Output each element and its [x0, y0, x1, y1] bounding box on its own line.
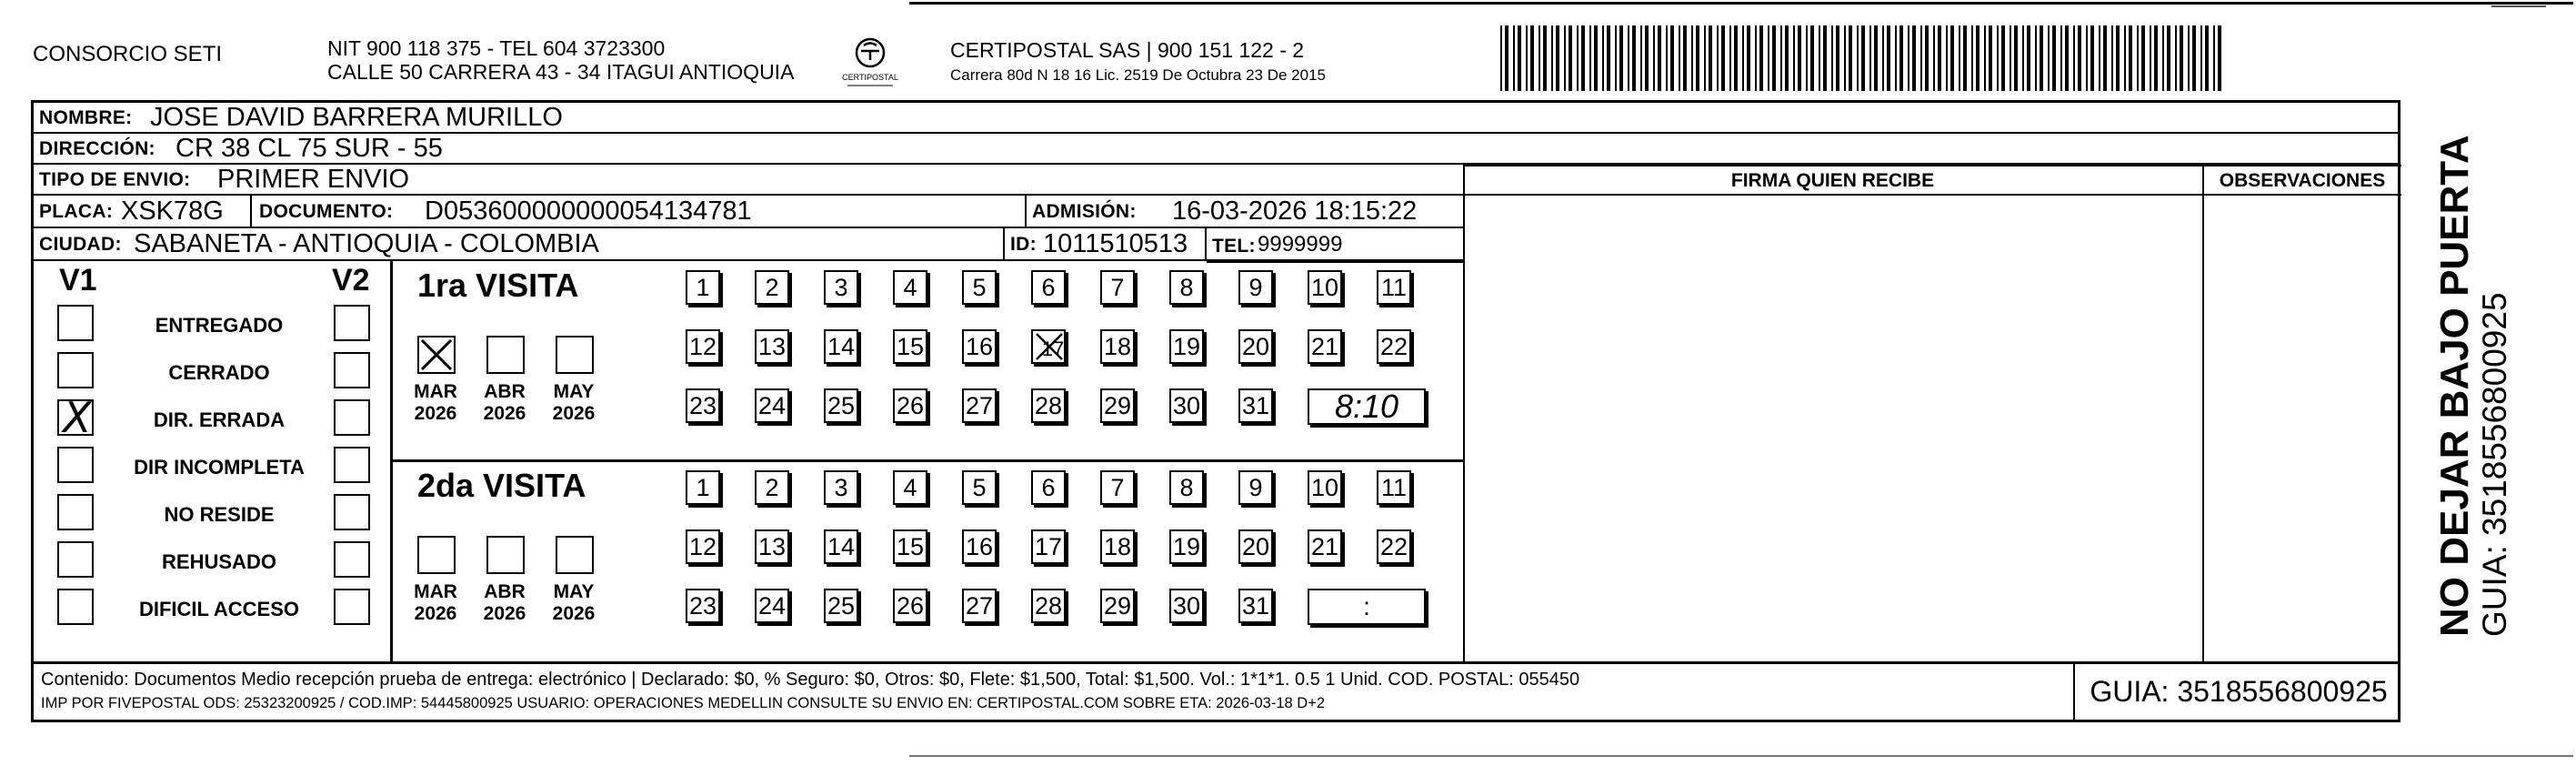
- barcode-bar: [1810, 25, 1814, 91]
- id-label: ID:: [1010, 234, 1037, 255]
- barcode-bar: [1653, 25, 1655, 91]
- tipo-value: PRIMER ENVIO: [217, 165, 410, 194]
- barcode-bar: [1759, 25, 1763, 91]
- company-name: CONSORCIO SETI: [33, 42, 223, 66]
- day-box[interactable]: 3: [824, 470, 858, 505]
- month-label: [410, 381, 461, 425]
- barcode-bar: [2111, 25, 2113, 91]
- delivery-form: [31, 100, 2401, 664]
- month-checkbox[interactable]: [556, 336, 594, 374]
- day-box[interactable]: 25: [824, 589, 858, 623]
- placa-value: XSK78G: [121, 197, 224, 226]
- day-box[interactable]: 16: [962, 329, 997, 364]
- day-box[interactable]: 5: [962, 270, 997, 305]
- day-box[interactable]: 9: [1238, 470, 1273, 505]
- reason-label: DIR INCOMPLETA: [134, 456, 305, 479]
- documento-label: DOCUMENTO:: [259, 201, 394, 222]
- top-rule-short: [2491, 5, 2546, 7]
- barcode-bar: [2154, 25, 2158, 91]
- v1-checkbox[interactable]: [57, 494, 94, 530]
- row-tipo: [34, 165, 1463, 196]
- direccion-value: CR 38 CL 75 SUR - 55: [175, 134, 443, 163]
- v2-checkbox[interactable]: [334, 352, 370, 388]
- day-box[interactable]: 14: [824, 329, 858, 364]
- column-header-rule: [1463, 194, 2401, 196]
- barcode-bar: [2014, 25, 2018, 91]
- day-box[interactable]: 29: [1100, 388, 1135, 423]
- barcode-bar: [2099, 25, 2100, 91]
- barcode-bar: [1836, 25, 1839, 91]
- month-checkbox[interactable]: [486, 536, 525, 574]
- tel-label: TEL:: [1212, 236, 1256, 257]
- barcode-bar: [2124, 25, 2126, 91]
- day-box[interactable]: 21: [1308, 329, 1342, 364]
- day-box[interactable]: 2: [755, 270, 789, 305]
- barcode-bar: [1526, 25, 1528, 91]
- month-checkbox[interactable]: [556, 536, 594, 574]
- v2-checkbox[interactable]: [334, 305, 370, 341]
- barcode-bar: [1959, 25, 1960, 91]
- day-box[interactable]: 18: [1100, 529, 1135, 564]
- barcode-bar: [1500, 25, 1502, 91]
- barcode-bar: [1704, 25, 1706, 91]
- barcode-bar: [1925, 25, 1929, 91]
- divider: [1205, 228, 1207, 261]
- barcode-bar: [2090, 25, 2094, 91]
- row-placa: [34, 196, 1463, 228]
- barcode-bar: [1963, 25, 1967, 91]
- v1-checkbox[interactable]: [57, 393, 94, 442]
- barcode-bar: [1543, 25, 1547, 91]
- barcode-bar: [1933, 25, 1935, 91]
- day-box[interactable]: 10: [1308, 270, 1342, 305]
- day-box[interactable]: 8: [1169, 470, 1204, 505]
- barcode-bar: [1946, 25, 1948, 91]
- visit-title: 2da VISITA: [417, 467, 586, 504]
- barcode-bar: [1989, 25, 1992, 91]
- barcode-bar: [1747, 25, 1750, 91]
- day-box[interactable]: 17: [1031, 529, 1066, 564]
- footer-guia: GUIA: 3518556800925: [2073, 664, 2402, 720]
- day-box[interactable]: 27: [962, 589, 997, 623]
- address-line: CALLE 50 CARRERA 43 - 34 ITAGUI ANTIOQUIA: [327, 60, 795, 84]
- month-name: ABR: [484, 581, 526, 602]
- id-value: 1011510513: [1043, 229, 1188, 258]
- month-checkbox[interactable]: [417, 536, 456, 574]
- obs-column-border: [2202, 165, 2204, 664]
- reason-label: NO RESIDE: [164, 503, 275, 526]
- tipo-label: TIPO DE ENVIO:: [39, 169, 191, 190]
- barcode-bar: [1683, 25, 1687, 91]
- day-box[interactable]: 24: [755, 589, 789, 623]
- barcode-bar: [2022, 25, 2024, 91]
- barcode-bar: [1887, 25, 1890, 91]
- right-top-rule: [1463, 165, 2401, 166]
- day-box[interactable]: 8: [1169, 270, 1204, 305]
- barcode-bar: [1997, 25, 1999, 91]
- barcode-bar: [1577, 25, 1579, 91]
- barcode-bar: [1670, 25, 1674, 91]
- barcode-bar: [1874, 25, 1878, 91]
- barcode: [1500, 25, 2228, 91]
- v1-checkbox[interactable]: [57, 352, 94, 388]
- reason-label: DIFICIL ACCESO: [138, 598, 299, 620]
- barcode-bar: [2116, 25, 2120, 91]
- barcode-bar: [1912, 25, 1916, 91]
- barcode-bar: [2175, 25, 2177, 91]
- nombre-label: NOMBRE:: [39, 107, 133, 128]
- day-box[interactable]: 6: [1031, 270, 1066, 305]
- v1-checkbox[interactable]: [57, 447, 94, 483]
- month-label: [479, 381, 530, 425]
- day-box[interactable]: 16: [962, 529, 997, 564]
- barcode-bar: [2001, 25, 2005, 91]
- v2-checkbox[interactable]: [334, 589, 370, 625]
- barcode-bar: [1798, 25, 1801, 91]
- day-box[interactable]: 26: [893, 589, 927, 623]
- side-guia-text: GUIA: 3518556800925: [2476, 292, 2513, 637]
- barcode-bar: [1589, 25, 1591, 91]
- v1-header: V1: [59, 263, 97, 297]
- barcode-bar: [1950, 25, 1954, 91]
- month-name: MAR: [414, 381, 457, 402]
- day-box[interactable]: 15: [893, 529, 927, 564]
- barcode-bar: [1920, 25, 1922, 91]
- barcode-bar: [1679, 25, 1680, 91]
- month-checkbox[interactable]: [486, 336, 525, 374]
- day-box[interactable]: 14: [824, 529, 858, 564]
- day-box[interactable]: 23: [686, 388, 720, 423]
- barcode-bar: [1971, 25, 1973, 91]
- barcode-bar: [1619, 25, 1623, 91]
- day-box[interactable]: 11: [1377, 270, 1411, 305]
- certipostal-line1: CERTIPOSTAL SAS | 900 151 122 - 2: [950, 38, 1305, 62]
- visit-title: 1ra VISITA: [417, 267, 579, 304]
- barcode-bar: [1717, 25, 1719, 91]
- barcode-bar: [1844, 25, 1846, 91]
- v2-checkbox[interactable]: [334, 399, 370, 436]
- day-box[interactable]: 12: [686, 529, 720, 564]
- barcode-bar: [2086, 25, 2088, 91]
- day-box[interactable]: 28: [1031, 589, 1066, 623]
- barcode-bar: [1742, 25, 1744, 91]
- barcode-bar: [1899, 25, 1903, 91]
- top-rule: [909, 2, 2573, 5]
- side-warning: [2433, 135, 2513, 637]
- barcode-bar: [1602, 25, 1604, 91]
- barcode-bar: [2213, 25, 2215, 91]
- day-box[interactable]: 13: [755, 329, 789, 364]
- barcode-bar: [2192, 25, 2196, 91]
- no-dejar-text: NO DEJAR BAJO PUERTA: [2432, 135, 2477, 637]
- month-checkbox[interactable]: [417, 336, 456, 374]
- visits-border: [390, 261, 393, 664]
- barcode-bar: [1539, 25, 1540, 91]
- barcode-bar: [1721, 25, 1725, 91]
- barcode-bar: [1518, 25, 1521, 91]
- logo-text: CERTIPOSTAL: [842, 73, 898, 82]
- day-box[interactable]: 7: [1100, 470, 1135, 505]
- barcode-bar: [1530, 25, 1534, 91]
- admision-value: 16-03-2026 18:15:22: [1172, 197, 1418, 226]
- barcode-bar: [2167, 25, 2170, 91]
- observaciones-header: OBSERVACIONES: [2219, 170, 2386, 191]
- barcode-bar: [1857, 25, 1859, 91]
- day-box[interactable]: 22: [1377, 529, 1411, 564]
- day-box[interactable]: 31: [1238, 388, 1273, 423]
- row-ciudad: [34, 228, 1463, 261]
- barcode-bar: [2065, 25, 2069, 91]
- visits-top-rule: [1207, 261, 1463, 263]
- barcode-bar: [2052, 25, 2056, 91]
- direccion-label: DIRECCIÓN:: [39, 138, 155, 159]
- v2-header: V2: [332, 263, 370, 297]
- barcode-bar: [1734, 25, 1738, 91]
- month-label: [410, 581, 461, 625]
- barcode-bar: [1755, 25, 1757, 91]
- certipostal-logo-icon: [842, 35, 898, 89]
- barcode-bar: [1869, 25, 1871, 91]
- day-box[interactable]: 1: [686, 270, 720, 305]
- barcode-bar: [1729, 25, 1731, 91]
- barcode-bar: [2073, 25, 2075, 91]
- tel-value: 9999999: [1258, 232, 1343, 257]
- barcode-bar: [2188, 25, 2190, 91]
- barcode-bar: [1564, 25, 1566, 91]
- barcode-bar: [1505, 25, 1509, 91]
- visits-separator: [390, 459, 1463, 462]
- v2-checkbox[interactable]: [334, 494, 370, 530]
- barcode-bar: [2040, 25, 2043, 91]
- day-box[interactable]: 4: [893, 470, 927, 505]
- barcode-bar: [2129, 25, 2132, 91]
- day-box[interactable]: 7: [1100, 270, 1135, 305]
- day-box[interactable]: 26: [893, 388, 927, 423]
- barcode-bar: [1976, 25, 1980, 91]
- barcode-bar: [1984, 25, 1986, 91]
- day-box[interactable]: 9: [1238, 270, 1273, 305]
- barcode-bar: [1691, 25, 1693, 91]
- barcode-bar: [2162, 25, 2164, 91]
- footer-contenido: Contenido: Documentos Medio recepción prueba de entrega: electrónico | Declarado: $0, % Seguro: $0, Otros: $0, Flete: $1,500, Total: $1,500. Vol.: 1*1*1. 0.5 1 Unid. COD. POSTAL: 055450: [41, 670, 1580, 690]
- month-name: ABR: [484, 381, 526, 402]
- barcode-bar: [2180, 25, 2183, 91]
- day-box[interactable]: 5: [962, 470, 997, 505]
- barcode-bar: [2060, 25, 2062, 91]
- reason-label: CERRADO: [168, 361, 270, 384]
- day-box[interactable]: 3: [824, 270, 858, 305]
- day-box[interactable]: 10: [1308, 470, 1342, 505]
- barcode-bar: [2048, 25, 2050, 91]
- certipostal-info: [950, 38, 1326, 87]
- nombre-value: JOSE DAVID BARRERA MURILLO: [150, 103, 563, 132]
- month-label: [548, 581, 599, 625]
- barcode-bar: [1861, 25, 1865, 91]
- barcode-bar: [2010, 25, 2011, 91]
- barcode-bar: [1551, 25, 1553, 91]
- day-box[interactable]: 6: [1031, 470, 1066, 505]
- barcode-bar: [1895, 25, 1897, 91]
- barcode-bar: [2200, 25, 2202, 91]
- month-year: 2026: [552, 603, 596, 624]
- month-year: 2026: [414, 603, 457, 624]
- reason-label: REHUSADO: [162, 550, 276, 573]
- documento-value: D053600000000054134781: [425, 197, 752, 226]
- footer: [31, 664, 2401, 722]
- barcode-bar: [1645, 25, 1649, 91]
- firma-header: FIRMA QUIEN RECIBE: [1730, 170, 1935, 191]
- v1-checkbox[interactable]: [57, 541, 94, 578]
- month-label: [479, 581, 530, 625]
- day-box[interactable]: 12: [686, 329, 720, 364]
- barcode-bar: [2141, 25, 2145, 91]
- barcode-bar: [2137, 25, 2139, 91]
- day-box[interactable]: 28: [1031, 388, 1066, 423]
- month-name: MAY: [553, 381, 595, 402]
- day-box[interactable]: [1031, 329, 1066, 364]
- reason-label: DIR. ERRADA: [153, 408, 286, 431]
- v2-checkbox[interactable]: [334, 541, 370, 578]
- barcode-bar: [1785, 25, 1789, 91]
- day-box[interactable]: 24: [755, 388, 789, 423]
- bottom-rule: [909, 755, 2573, 757]
- barcode-bar: [1823, 25, 1827, 91]
- month-year: 2026: [552, 403, 596, 424]
- admision-label: ADMISIÓN:: [1032, 201, 1137, 222]
- barcode-bar: [1938, 25, 1941, 91]
- day-box[interactable]: 30: [1169, 589, 1204, 623]
- day-box[interactable]: 23: [686, 589, 720, 623]
- barcode-bar: [1772, 25, 1776, 91]
- day-box[interactable]: 1: [686, 470, 720, 505]
- barcode-bar: [1696, 25, 1699, 91]
- barcode-bar: [1908, 25, 1909, 91]
- day-box[interactable]: 20: [1238, 529, 1273, 564]
- day-box[interactable]: 18: [1100, 329, 1135, 364]
- month-label: [548, 381, 599, 425]
- row-direccion: [34, 134, 2398, 165]
- barcode-bar: [1768, 25, 1769, 91]
- barcode-bar: [1882, 25, 1884, 91]
- barcode-bar: [1831, 25, 1833, 91]
- barcode-bar: [1607, 25, 1610, 91]
- barcode-bar: [2205, 25, 2209, 91]
- day-box[interactable]: 19: [1169, 529, 1204, 564]
- barcode-bar: [1819, 25, 1820, 91]
- barcode-bar: [1666, 25, 1668, 91]
- barcode-bar: [1628, 25, 1629, 91]
- month-name: MAR: [414, 581, 457, 602]
- barcode-bar: [1849, 25, 1852, 91]
- barcode-bar: [1632, 25, 1636, 91]
- barcode-bar: [1581, 25, 1585, 91]
- barcode-bar: [2078, 25, 2081, 91]
- day-box[interactable]: 29: [1100, 589, 1135, 623]
- day-box[interactable]: 15: [893, 329, 927, 364]
- day-box[interactable]: 27: [962, 388, 997, 423]
- v1-check-mark: X: [63, 393, 92, 442]
- v1-checkbox[interactable]: [57, 305, 94, 341]
- placa-label: PLACA:: [39, 201, 114, 222]
- barcode-bar: [1556, 25, 1559, 91]
- barcode-bar: [1793, 25, 1795, 91]
- certipostal-line2: Carrera 80d N 18 16 Lic. 2519 De Octubra 23 De 2015: [950, 66, 1326, 84]
- v2-checkbox[interactable]: [334, 447, 370, 483]
- month-year: 2026: [414, 403, 457, 424]
- barcode-bar: [1780, 25, 1782, 91]
- ciudad-value: SABANETA - ANTIOQUIA - COLOMBIA: [134, 229, 599, 258]
- day-box[interactable]: 13: [755, 529, 789, 564]
- day-box[interactable]: 30: [1169, 388, 1204, 423]
- barcode-bar: [1640, 25, 1642, 91]
- day-box[interactable]: 21: [1308, 529, 1342, 564]
- barcode-bar: [2103, 25, 2107, 91]
- footer-imp: IMP POR FIVEPOSTAL ODS: 25323200925 / COD.IMP: 54445800925 USUARIO: OPERACIONES MEDELLIN CONSULTE SU ENVIO EN: CERTIPOSTAL.COM SOBRE ETA: 2026-03-18 D+2: [41, 695, 1326, 711]
- company-contact: [327, 36, 794, 84]
- day-box[interactable]: 4: [893, 270, 927, 305]
- divider: [1025, 196, 1027, 228]
- barcode-bar: [1615, 25, 1617, 91]
- day-box[interactable]: 31: [1238, 589, 1273, 623]
- month-year: 2026: [483, 603, 526, 624]
- barcode-bar: [1569, 25, 1572, 91]
- ciudad-label: CIUDAD:: [39, 234, 122, 255]
- month-year: 2026: [483, 403, 526, 424]
- barcode-bar: [2027, 25, 2030, 91]
- barcode-bar: [1594, 25, 1598, 91]
- day-box[interactable]: 25: [824, 388, 858, 423]
- reason-label: ENTREGADO: [155, 314, 284, 337]
- barcode-bar: [2035, 25, 2037, 91]
- barcode-bar: [1806, 25, 1808, 91]
- firma-column-border: [1463, 165, 1465, 664]
- barcode-bar: [1513, 25, 1515, 91]
- divider: [250, 196, 252, 228]
- barcode-bar: [2150, 25, 2151, 91]
- time-box[interactable]: 8:10: [1308, 388, 1426, 425]
- svg-text:17: 17: [1041, 338, 1064, 360]
- day-box[interactable]: 2: [755, 470, 789, 505]
- barcode-bar: [2218, 25, 2221, 91]
- divider: [1003, 228, 1005, 261]
- day-box[interactable]: 20: [1238, 329, 1273, 364]
- day-box[interactable]: 19: [1169, 329, 1204, 364]
- row-nombre: [34, 103, 2398, 134]
- day-box[interactable]: 22: [1377, 329, 1411, 364]
- day-box[interactable]: 11: [1377, 470, 1411, 505]
- time-box[interactable]: :: [1308, 589, 1426, 625]
- month-name: MAY: [553, 581, 595, 602]
- nit-line: NIT 900 118 375 - TEL 604 3723300: [327, 36, 666, 60]
- barcode-bar: [1658, 25, 1661, 91]
- v1-checkbox[interactable]: [57, 589, 94, 625]
- barcode-bar: [1709, 25, 1712, 91]
